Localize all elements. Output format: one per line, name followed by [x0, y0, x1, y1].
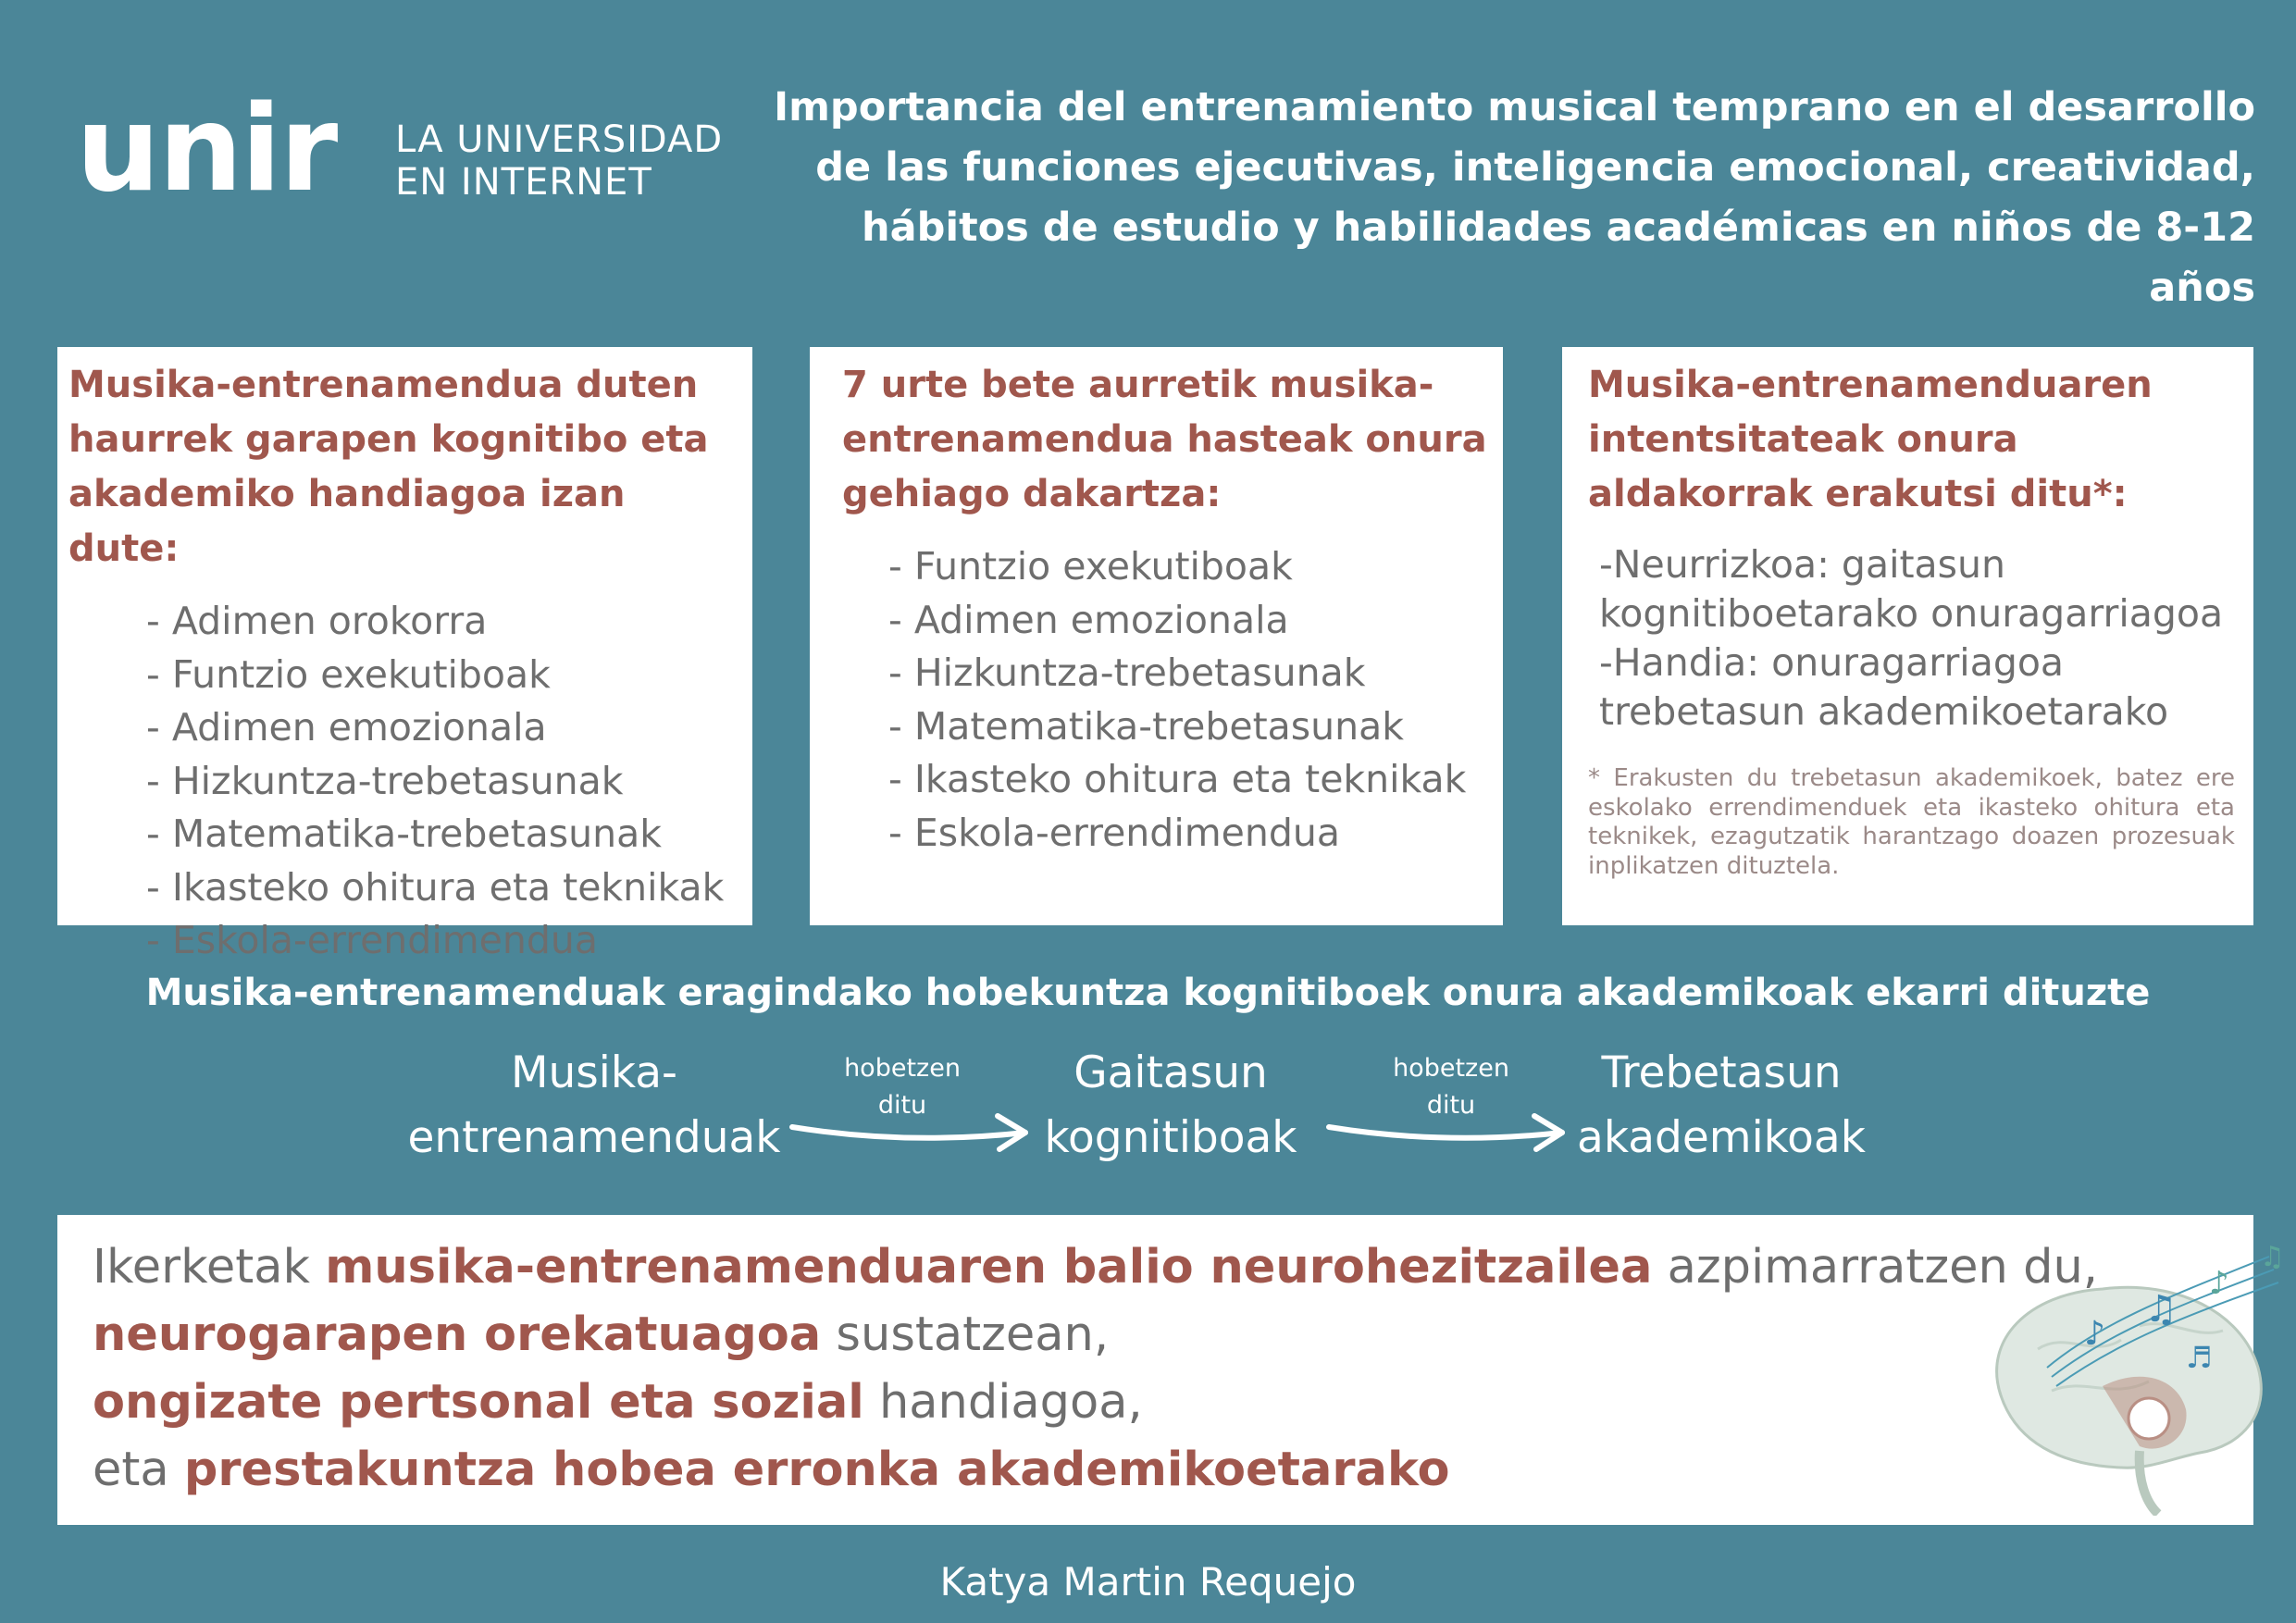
- card1-item: - Ikasteko ohitura eta teknikak: [146, 864, 725, 910]
- card1-list: [68, 595, 741, 968]
- logo-tagline-line1: LA UNIVERSIDAD: [395, 118, 724, 161]
- flow-heading: Musika-entrenamenduak eragindako hobekuntza kognitiboek onura akademikoak ekarri dituzte: [145, 972, 2151, 1014]
- logo-tagline-line2: EN INTERNET: [395, 161, 652, 204]
- svg-text:♪: ♪: [2084, 1315, 2105, 1353]
- flow-node-academic-skills: [1564, 1041, 1879, 1171]
- conclusion-emphasis: neurogarapen orekatuagoa: [93, 1307, 822, 1362]
- flow-node-line2: entrenamenduak: [407, 1112, 781, 1163]
- flow-edge-line2: ditu: [1426, 1091, 1476, 1120]
- card3-item: -Neurrizkoa: gaitasun kognitiboetarako onuragarriagoa: [1599, 542, 2224, 636]
- card1-heading: Musika-entrenamendua duten haurrek garapen kognitibo eta akademiko handiagoa izan dute:: [68, 364, 709, 570]
- card3-heading: Musika-entrenamenduaren intentsitateak onura aldakorrak erakutsi ditu*:: [1588, 364, 2153, 515]
- svg-text:♬: ♬: [2186, 1340, 2213, 1375]
- conclusion-line2: [93, 1301, 2253, 1369]
- card2-list: [842, 540, 1492, 860]
- logo-wordmark: unir: [76, 81, 337, 218]
- flow-diagram: [0, 1041, 2296, 1180]
- conclusion-text: handiagoa,: [863, 1375, 1143, 1430]
- conclusion-text: eta: [93, 1443, 184, 1497]
- card2-item: - Matematika-trebetasunak: [888, 703, 1405, 749]
- page-title: [756, 78, 2255, 318]
- card-intensity: [1562, 347, 2253, 925]
- conclusion-line4: [93, 1436, 2253, 1504]
- flow-node-line1: Musika-: [510, 1047, 678, 1098]
- conclusion-text: Ikerketak: [93, 1240, 326, 1295]
- card2-item: - Hizkuntza-trebetasunak: [888, 650, 1366, 695]
- card1-item: - Hizkuntza-trebetasunak: [146, 758, 624, 803]
- conclusion-emphasis: musika-entrenamenduaren balio neurohezitzailea: [325, 1240, 1653, 1295]
- flow-edge-line1: hobetzen: [844, 1054, 961, 1083]
- conclusion-text: sustatzean,: [821, 1307, 1110, 1362]
- card1-item: - Funtzio exekutiboak: [146, 651, 551, 697]
- card3-footnote: * Erakusten du trebetasun akademikoek, batez ere eskolako errendimenduek eta ikasteko ohitura eta teknikek, ezagutzatik harantzago doazen prozesuak inplikatzen dituztela.: [1588, 764, 2235, 880]
- card3-item: -Handia: onuragarriagoa trebetasun akademikoetarako: [1599, 640, 2169, 734]
- brain-music-illustration: [1964, 1238, 2296, 1516]
- flow-node-line1: Gaitasun: [1074, 1047, 1268, 1098]
- card2-item: - Ikasteko ohitura eta teknikak: [888, 757, 1467, 801]
- flow-node-line2: akademikoak: [1577, 1112, 1866, 1163]
- logo-tagline: [395, 118, 723, 204]
- author-name: Katya Martin Requejo: [939, 1559, 1357, 1604]
- flow-node-cognitive-abilities: [1027, 1041, 1314, 1171]
- conclusion-line1: [93, 1233, 2253, 1301]
- title-line3: hábitos de estudio y habilidades académicas en niños de 8-12 años: [861, 204, 2255, 311]
- flow-node-line2: kognitiboak: [1044, 1112, 1297, 1163]
- card1-item: - Adimen emozionala: [146, 705, 547, 750]
- card1-item: - Matematika-trebetasunak: [146, 812, 663, 856]
- title-line2: de las funciones ejecutivas, inteligencia emocional, creatividad,: [815, 144, 2255, 191]
- card1-item: - Adimen orokorra: [146, 599, 488, 643]
- card3-list: [1588, 540, 2235, 737]
- conclusion-emphasis: ongizate pertsonal eta sozial: [93, 1375, 864, 1430]
- card2-item: - Adimen emozionala: [888, 597, 1289, 642]
- svg-text:♪: ♪: [2209, 1265, 2229, 1302]
- svg-text:♫: ♫: [2260, 1241, 2285, 1273]
- card-early-start: [810, 347, 1503, 925]
- arrow-right-icon: [787, 1092, 1036, 1157]
- svg-text:♫: ♫: [2144, 1288, 2178, 1331]
- card2-item: - Eskola-errendimendua: [888, 810, 1340, 855]
- flow-edge-line2: ditu: [877, 1091, 927, 1120]
- unir-logo: [76, 81, 724, 233]
- conclusion-box: [57, 1215, 2285, 1525]
- flow-node-line1: Trebetasun: [1601, 1047, 1842, 1098]
- title-line1: Importancia del entrenamiento musical temprano en el desarrollo: [774, 84, 2255, 130]
- card1-item: - Eskola-errendimendua: [146, 918, 598, 962]
- card2-item: - Funtzio exekutiboak: [888, 544, 1293, 588]
- conclusion-line3: [93, 1369, 2253, 1436]
- flow-node-music-training: [400, 1041, 788, 1171]
- conclusion-emphasis: prestakuntza hobea erronka akademikoetarako: [183, 1443, 1450, 1497]
- conclusion-text: azpimarratzen du,: [1652, 1240, 2098, 1295]
- arrow-right-icon: [1323, 1092, 1573, 1157]
- card-cognitive-academic: [57, 347, 752, 962]
- flow-edge-line1: hobetzen: [1393, 1054, 1509, 1083]
- card2-heading: 7 urte bete aurretik musika-entrenamendua hasteak onura gehiago dakartza:: [842, 364, 1487, 515]
